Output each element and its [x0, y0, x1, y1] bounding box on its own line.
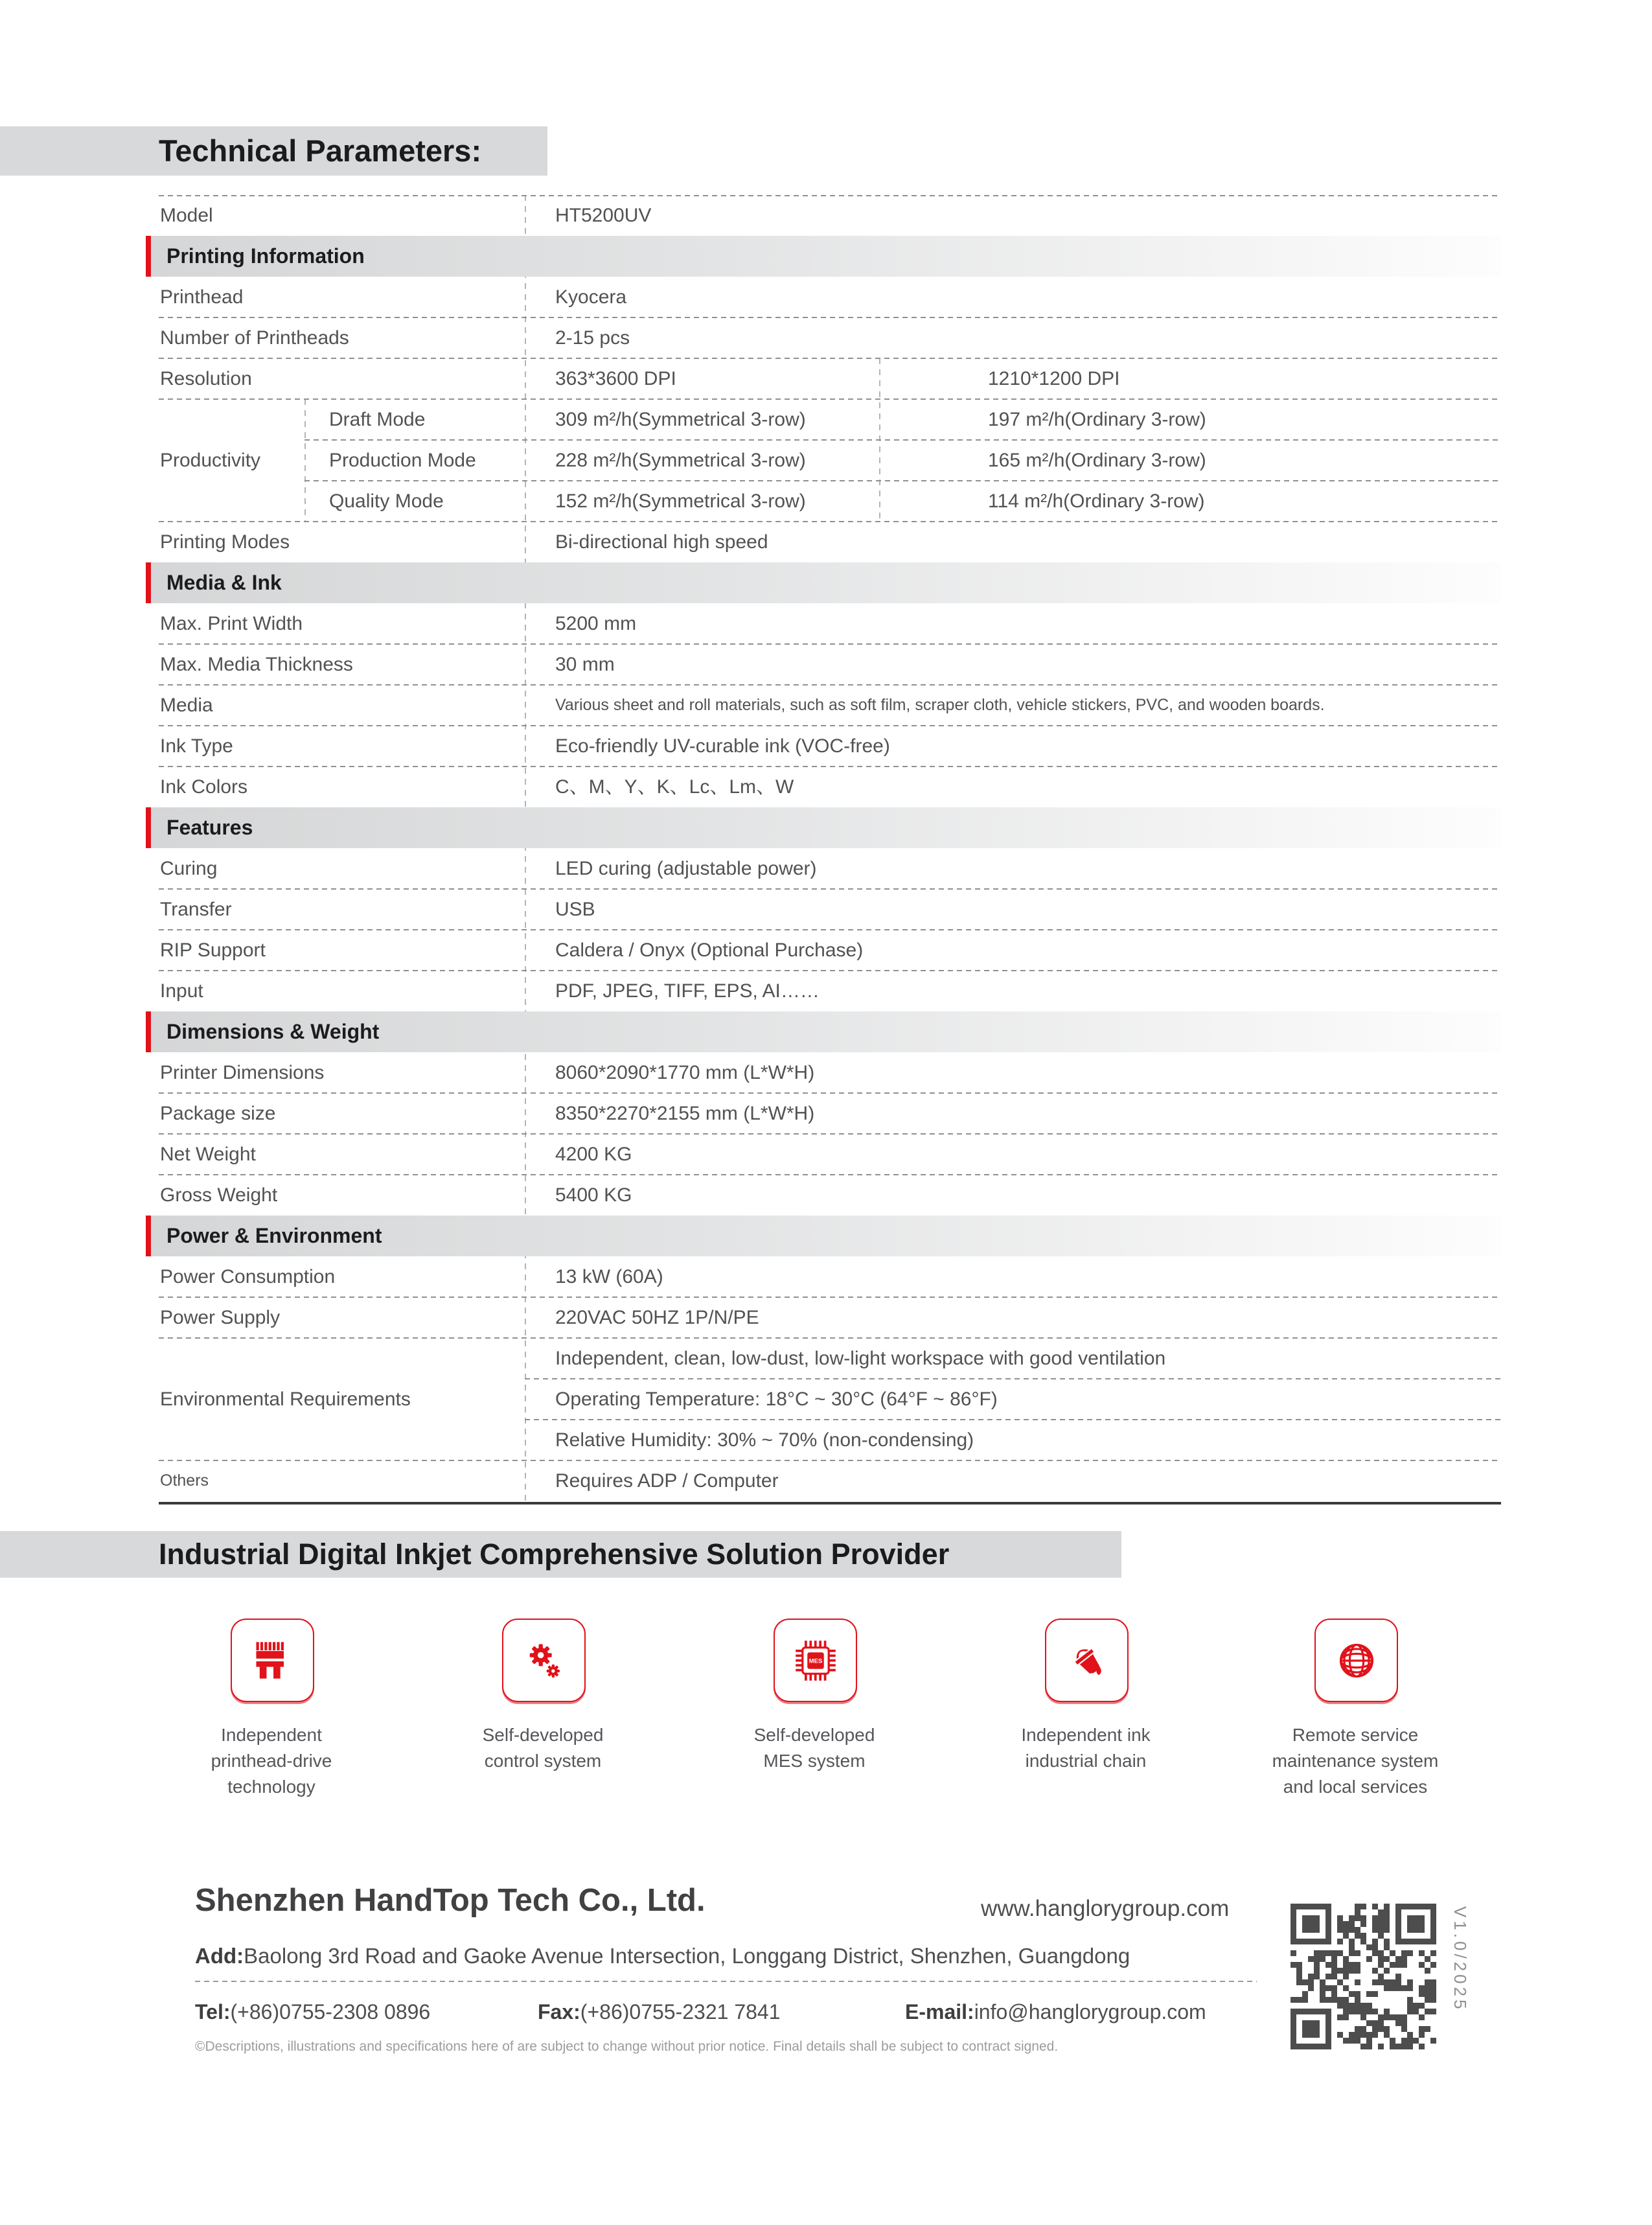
spec-table [159, 195, 1501, 1505]
row-divider [159, 1092, 1501, 1094]
table-row [159, 971, 1501, 1011]
section-title: Printing Information [166, 244, 365, 268]
solution-icon-label [148, 1722, 395, 1800]
row-label: Ink Type [160, 735, 233, 757]
row-label: Resolution [160, 368, 252, 389]
label-line: Remote service [1292, 1725, 1419, 1745]
row-value: 228 m²/h(Symmetrical 3-row) [555, 450, 806, 471]
row-divider [159, 970, 1501, 971]
row-label: Model [160, 205, 213, 226]
solutions-title: Industrial Digital Inkjet Comprehensive Solution Provider [159, 1538, 950, 1571]
row-value: Relative Humidity: 30% ~ 70% (non-condensing) [555, 1429, 974, 1451]
row-value: Independent, clean, low-dust, low-light workspace with good ventilation [555, 1348, 1166, 1369]
row-value: 13 kW (60A) [555, 1266, 663, 1287]
row-sublabel: Quality Mode [329, 490, 444, 512]
table-row [159, 930, 1501, 971]
section-title: Media & Ink [166, 571, 282, 594]
row-value: Operating Temperature: 18°C ~ 30°C (64°F ~ 86°F) [555, 1389, 998, 1410]
row-divider [159, 888, 1501, 890]
page-title: Technical Parameters: [159, 133, 482, 168]
row-divider [159, 684, 1501, 686]
row-value-2: 165 m²/h(Ordinary 3-row) [988, 450, 1206, 471]
email-label: E-mail: [905, 2000, 974, 2023]
solution-icon-label [1232, 1722, 1478, 1800]
row-value-2: 114 m²/h(Ordinary 3-row) [988, 490, 1205, 512]
row-divider [159, 766, 1501, 767]
row-label: Input [160, 980, 203, 1002]
section-title: Features [166, 816, 253, 839]
table-row [159, 1175, 1501, 1216]
label-line: maintenance system [1272, 1751, 1439, 1771]
row-value: 5200 mm [555, 613, 637, 634]
table-row [159, 399, 1501, 440]
company-website: www.hanglorygroup.com [981, 1896, 1230, 1921]
row-value: USB [555, 899, 595, 920]
table-row [159, 1134, 1501, 1175]
table-row [159, 358, 1501, 399]
table-row [159, 1256, 1501, 1297]
address-label: Add: [195, 1944, 244, 1968]
row-value: Kyocera [555, 286, 627, 308]
company-name: Shenzhen HandTop Tech Co., Ltd. [195, 1883, 706, 1918]
row-value: Various sheet and roll materials, such as soft film, scraper cloth, vehicle stickers, PVC, and wooden boards. [555, 696, 1325, 714]
row-sublabel: Production Mode [329, 450, 476, 471]
row-sublabel: Draft Mode [329, 409, 426, 430]
fax-label: Fax: [538, 2000, 580, 2023]
tel-label: Tel: [195, 2000, 231, 2023]
row-value: PDF, JPEG, TIFF, EPS, AI…… [555, 980, 820, 1002]
section-band [146, 1216, 1501, 1256]
row-divider [159, 929, 1501, 930]
row-label: Gross Weight [160, 1184, 278, 1206]
label-line: MES system [763, 1751, 866, 1771]
table-row [159, 277, 1501, 317]
table-row [159, 522, 1501, 562]
row-label: Net Weight [160, 1144, 256, 1165]
section-band [146, 236, 1501, 277]
table-row [159, 767, 1501, 807]
table-row [159, 481, 1501, 522]
ink-bucket-icon [1065, 1639, 1109, 1683]
row-value: 8060*2090*1770 mm (L*W*H) [555, 1062, 815, 1083]
row-label: Printing Modes [160, 531, 290, 553]
email-entry [905, 2000, 1206, 2024]
section-header-row [159, 1216, 1501, 1256]
label-line: Self-developed [753, 1725, 875, 1745]
section-header-row [159, 1011, 1501, 1052]
company-address [195, 1944, 1130, 1968]
row-label: Ink Colors [160, 776, 248, 798]
section-header-row [159, 236, 1501, 277]
row-label: Others [160, 1471, 209, 1490]
row-value: 5400 KG [555, 1184, 632, 1206]
email-address: info@hanglorygroup.com [974, 2000, 1206, 2023]
label-line: and local services [1283, 1777, 1428, 1797]
table-row [159, 644, 1501, 685]
row-divider [304, 439, 1501, 441]
row-label: Productivity [160, 449, 261, 471]
row-value: 30 mm [555, 654, 615, 675]
row-label: Printhead [160, 286, 244, 308]
row-label: Curing [160, 858, 218, 879]
phone-entry [195, 2000, 430, 2024]
table-bottom-border [159, 1502, 1501, 1504]
solution-icon-card [231, 1619, 314, 1702]
table-row [159, 1460, 1501, 1501]
row-value: Requires ADP / Computer [555, 1470, 779, 1492]
globe-icon [1335, 1639, 1379, 1683]
section-band [146, 562, 1501, 603]
row-value: 220VAC 50HZ 1P/N/PE [555, 1307, 759, 1328]
row-label: Max. Media Thickness [160, 654, 353, 675]
svg-text:MES: MES [809, 1657, 822, 1665]
table-row [159, 1093, 1501, 1134]
solution-icon-card [774, 1619, 857, 1702]
label-line: Independent ink [1021, 1725, 1151, 1745]
table-top-border [159, 195, 1501, 196]
row-label: Max. Print Width [160, 613, 303, 634]
solution-icon-card [1314, 1619, 1398, 1702]
row-value: 8350*2270*2155 mm (L*W*H) [555, 1103, 815, 1124]
row-label: Transfer [160, 899, 232, 920]
row-value-2: 197 m²/h(Ordinary 3-row) [988, 409, 1206, 430]
row-label: Environmental Requirements [160, 1388, 411, 1410]
row-value: 152 m²/h(Symmetrical 3-row) [555, 490, 806, 512]
tel-number: (+86)0755-2308 0896 [230, 2000, 431, 2023]
row-value: 2-15 pcs [555, 327, 630, 349]
section-title: Dimensions & Weight [166, 1020, 380, 1043]
qr-code [1291, 1904, 1436, 2049]
table-row [159, 1052, 1501, 1093]
table-row [159, 195, 1501, 236]
label-line: Self-developed [482, 1725, 604, 1745]
row-divider [159, 1133, 1501, 1135]
footer-divider [195, 1981, 1257, 1982]
row-divider [525, 1378, 1501, 1379]
table-row [159, 603, 1501, 644]
table-row [159, 889, 1501, 930]
row-divider [159, 521, 1501, 522]
row-value: Bi-directional high speed [555, 531, 768, 553]
row-label: Media [160, 695, 213, 716]
fax-number: (+86)0755-2321 7841 [580, 2000, 781, 2023]
row-divider [159, 643, 1501, 645]
row-label: Power Consumption [160, 1266, 336, 1287]
table-row [159, 848, 1501, 889]
row-label: Number of Printheads [160, 327, 349, 349]
technical-parameters-header [0, 126, 547, 176]
row-value: 4200 KG [555, 1144, 632, 1165]
label-line: industrial chain [1025, 1751, 1147, 1771]
row-value: C、M、Y、K、Lc、Lm、W [555, 776, 794, 798]
solution-icon-label [963, 1722, 1209, 1774]
row-value: HT5200UV [555, 205, 652, 226]
row-divider [304, 480, 1501, 481]
row-label: Package size [160, 1103, 276, 1124]
table-row [159, 685, 1501, 726]
section-header-row [159, 562, 1501, 603]
row-label: Printer Dimensions [160, 1062, 325, 1083]
column-divider [304, 399, 306, 522]
solution-icon-label [420, 1722, 666, 1774]
mes-chip-icon [794, 1639, 838, 1683]
row-value: Eco-friendly UV-curable ink (VOC-free) [555, 735, 890, 757]
label-line: printhead-drive [211, 1751, 332, 1771]
row-divider [159, 398, 1501, 400]
row-divider [159, 317, 1501, 318]
table-row [159, 726, 1501, 767]
row-value-2: 1210*1200 DPI [988, 368, 1120, 389]
row-divider [525, 1419, 1501, 1420]
table-row [159, 440, 1501, 481]
address-text: Baolong 3rd Road and Gaoke Avenue Intersection, Longgang District, Shenzhen, Guangdong [244, 1944, 1130, 1968]
solution-icon-card [502, 1619, 586, 1702]
table-row [159, 1297, 1501, 1338]
column-divider [525, 195, 526, 1501]
version-label: V1.0/2025 [1451, 1906, 1470, 2012]
label-line: technology [227, 1777, 315, 1797]
row-value: Caldera / Onyx (Optional Purchase) [555, 940, 864, 961]
disclaimer-text: ©Descriptions, illustrations and specifications here of are subject to change without prior notice. Final details shall be subject to contract signed. [195, 2039, 1059, 2054]
table-row [159, 317, 1501, 358]
fax-entry [538, 2000, 781, 2024]
row-divider [159, 1174, 1501, 1175]
printhead-icon [251, 1639, 295, 1683]
row-value: 309 m²/h(Symmetrical 3-row) [555, 409, 806, 430]
solution-icon-label [691, 1722, 937, 1774]
section-header-row [159, 807, 1501, 848]
section-band [146, 807, 1501, 848]
label-line: control system [484, 1751, 602, 1771]
row-divider [159, 725, 1501, 726]
row-label: RIP Support [160, 940, 266, 961]
solution-icon-card [1045, 1619, 1129, 1702]
label-line: Independent [221, 1725, 322, 1745]
solutions-header [0, 1531, 1121, 1578]
row-divider [159, 358, 1501, 359]
section-band [146, 1011, 1501, 1052]
section-title: Power & Environment [166, 1224, 382, 1247]
row-value: 363*3600 DPI [555, 368, 676, 389]
row-divider [159, 1297, 1501, 1298]
gears-icon [522, 1639, 566, 1683]
row-value: LED curing (adjustable power) [555, 858, 817, 879]
row-label: Power Supply [160, 1307, 281, 1328]
